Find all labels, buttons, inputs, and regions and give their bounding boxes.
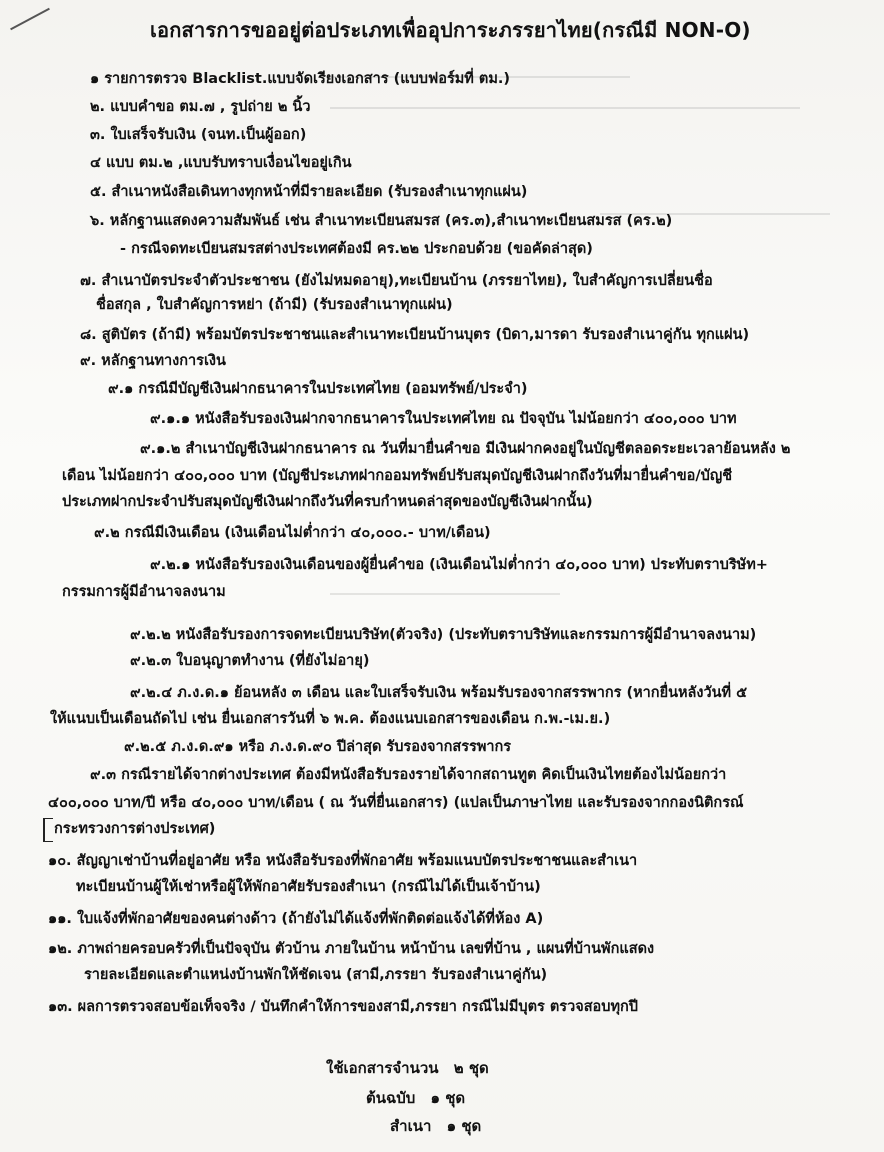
bracket-mark	[43, 818, 53, 842]
item-11-line: ๑๑. ใบแจ้งที่พักอาศัยของคนต่างด้าว (ถ้ายังไม่ได้แจ้งที่พักติดต่อแจ้งได้ที่ห้อง A)	[48, 911, 544, 927]
item-9-2-heading: ๙.๒ กรณีมีเงินเดือน (เงินเดือนไม่ต่ำกว่า ๔๐,๐๐๐.- บาท/เดือน)	[94, 525, 491, 541]
item-7-line: ๗. สำเนาบัตรประจำตัวประชาชน (ยังไม่หมดอายุ),ทะเบียนบ้าน (ภรรยาไทย), ใบสำคัญการเปลี่ยนชื่อ	[80, 273, 713, 289]
item-7-continued: ชื่อสกุล , ใบสำคัญการหย่า (ถ้ามี) (รับรองสำเนาทุกแผ่น)	[96, 297, 453, 313]
item-9-2-3-line: ๙.๒.๓ ใบอนุญาตทำงาน (ที่ยังไม่อายุ)	[130, 653, 370, 669]
bleed-through-text	[330, 593, 560, 595]
item-13-line: ๑๓. ผลการตรวจสอบข้อเท็จจริง / บันทึกคำให้การของสามี,ภรรยา กรณีไม่มีบุตร ตรวจสอบทุกปี	[48, 999, 639, 1015]
item-1-line: ๑ รายการตรวจ Blacklist.แบบจัดเรียงเอกสาร (แบบฟอร์มที่ ตม.)	[90, 71, 511, 87]
item-6-line: ๖. หลักฐานแสดงความสัมพันธ์ เช่น สำเนาทะเบียนสมรส (คร.๓),สำเนาทะเบียนสมรส (คร.๒)	[90, 213, 673, 229]
item-9-1-heading: ๙.๑ กรณีมีบัญชีเงินฝากธนาคารในประเทศไทย (ออมทรัพย์/ประจำ)	[108, 381, 528, 397]
item-9-1-1-line: ๙.๑.๑ หนังสือรับรองเงินฝากจากธนาคารในประเทศไทย ณ ปัจจุบัน ไม่น้อยกว่า ๔๐๐,๐๐๐ บาท	[150, 411, 737, 427]
item-9-heading: ๙. หลักฐานทางการเงิน	[80, 353, 226, 369]
item-9-3-continued: กระทรวงการต่างประเทศ)	[54, 821, 216, 837]
item-2-line: ๒. แบบคำขอ ตม.๗ , รูปถ่าย ๒ นิ้ว	[90, 99, 311, 115]
item-9-1-2-line: ๙.๑.๒ สำเนาบัญชีเงินฝากธนาคาร ณ วันที่มายื่นคำขอ มีเงินฝากคงอยู่ในบัญชีตลอดระยะเวลาย้อนหลัง ๒	[140, 441, 791, 457]
item-5-line: ๕. สำเนาหนังสือเดินทางทุกหน้าที่มีรายละเอียด (รับรองสำเนาทุกแผ่น)	[90, 184, 528, 200]
closing-original-sets	[366, 1086, 465, 1110]
item-9-2-2-line: ๙.๒.๒ หนังสือรับรองการจดทะเบียนบริษัท(ตัวจริง) (ประทับตราบริษัทและกรรมการผู้มีอำนาจลงนาม)	[130, 627, 757, 643]
bleed-through-text	[330, 107, 800, 109]
closing-copy-qty: ๑ ชุด	[446, 1117, 482, 1135]
closing-total-sets	[326, 1056, 489, 1080]
item-9-3-line: ๙.๓ กรณีรายได้จากต่างประเทศ ต้องมีหนังสือรับรองรายได้จากสถานทูต คิดเป็นเงินไทยต้องไม่น้อยกว่า	[90, 767, 727, 783]
closing-original-label: ต้นฉบับ	[366, 1089, 416, 1107]
item-9-1-2-continued: ประเภทฝากประจำปรับสมุดบัญชีเงินฝากถึงวันที่ครบกำหนดล่าสุดของบัญชีเงินฝากนั้น)	[62, 494, 593, 510]
item-9-2-5-line: ๙.๒.๕ ภ.ง.ด.๙๑ หรือ ภ.ง.ด.๙๐ ปีล่าสุด รับรองจากสรรพากร	[124, 739, 512, 755]
item-9-3-continued: ๔๐๐,๐๐๐ บาท/ปี หรือ ๔๐,๐๐๐ บาท/เดือน ( ณ วันที่ยื่นเอกสาร) (แปลเป็นภาษาไทย และรับรองจากกองนิติกรณ์	[48, 795, 744, 811]
closing-original-qty: ๑ ชุด	[430, 1089, 466, 1107]
item-4-line: ๔ แบบ ตม.๒ ,แบบรับทราบเงื่อนไขอยู่เกิน	[90, 155, 352, 171]
item-12-line: ๑๒. ภาพถ่ายครอบครัวที่เป็นปัจจุบัน ตัวบ้าน ภายในบ้าน หน้าบ้าน เลขที่บ้าน , แผนที่บ้านพักแสดง	[48, 941, 655, 957]
item-9-2-1-continued: กรรมการผู้มีอำนาจลงนาม	[62, 584, 226, 600]
item-10-continued: ทะเบียนบ้านผู้ให้เช่าหรือผู้ให้พักอาศัยรับรองสำเนา (กรณีไม่ได้เป็นเจ้าบ้าน)	[76, 879, 541, 895]
closing-total-qty: ๒ ชุด	[453, 1059, 489, 1077]
item-9-2-4-line: ๙.๒.๔ ภ.ง.ด.๑ ย้อนหลัง ๓ เดือน และใบเสร็จรับเงิน พร้อมรับรองจากสรรพากร (หากยื่นหลังวันที่ ๕	[130, 685, 748, 701]
item-9-1-2-continued: เดือน ไม่น้อยกว่า ๔๐๐,๐๐๐ บาท (บัญชีประเภทฝากออมทรัพย์ปรับสมุดบัญชีเงินฝากถึงวันที่มายื่นคำขอ/บัญชี	[62, 468, 733, 484]
item-8-line: ๘. สูติบัตร (ถ้ามี) พร้อมบัตรประชาชนและสำเนาทะเบียนบ้านบุตร (บิดา,มารดา รับรองสำเนาคู่กัน ทุกแผ่น)	[80, 327, 750, 343]
item-9-2-1-line: ๙.๒.๑ หนังสือรับรองเงินเดือนของผู้ยื่นคำขอ (เงินเดือนไม่ต่ำกว่า ๔๐,๐๐๐ บาท) ประทับตราบริษัท+	[150, 557, 768, 573]
document-title: เอกสารการขออยู่ต่อประเภทเพื่ออุปการะภรรยาไทย(กรณีมี NON-O)	[150, 18, 751, 42]
item-10-line: ๑๐. สัญญาเช่าบ้านที่อยู่อาศัย หรือ หนังสือรับรองที่พักอาศัย พร้อมแนบบัตรประชาชนและสำเนา	[48, 853, 638, 869]
closing-total-label: ใช้เอกสารจำนวน	[326, 1059, 439, 1077]
pen-mark	[10, 8, 50, 30]
closing-copy-sets	[390, 1114, 481, 1138]
item-3-line: ๓. ใบเสร็จรับเงิน (จนท.เป็นผู้ออก)	[90, 127, 307, 143]
item-6-subnote: - กรณีจดทะเบียนสมรสต่างประเทศต้องมี คร.๒๒ ประกอบด้วย (ขอคัดล่าสุด)	[120, 241, 593, 257]
closing-copy-label: สำเนา	[390, 1117, 432, 1135]
item-12-continued: รายละเอียดและตำแหน่งบ้านพักให้ชัดเจน (สามี,ภรรยา รับรองสำเนาคู่กัน)	[84, 967, 548, 983]
item-9-2-4-continued: ให้แนบเป็นเดือนถัดไป เช่น ยื่นเอกสารวันที่ ๖ พ.ค. ต้องแนบเอกสารของเดือน ก.พ.-เม.ย.)	[50, 711, 611, 727]
